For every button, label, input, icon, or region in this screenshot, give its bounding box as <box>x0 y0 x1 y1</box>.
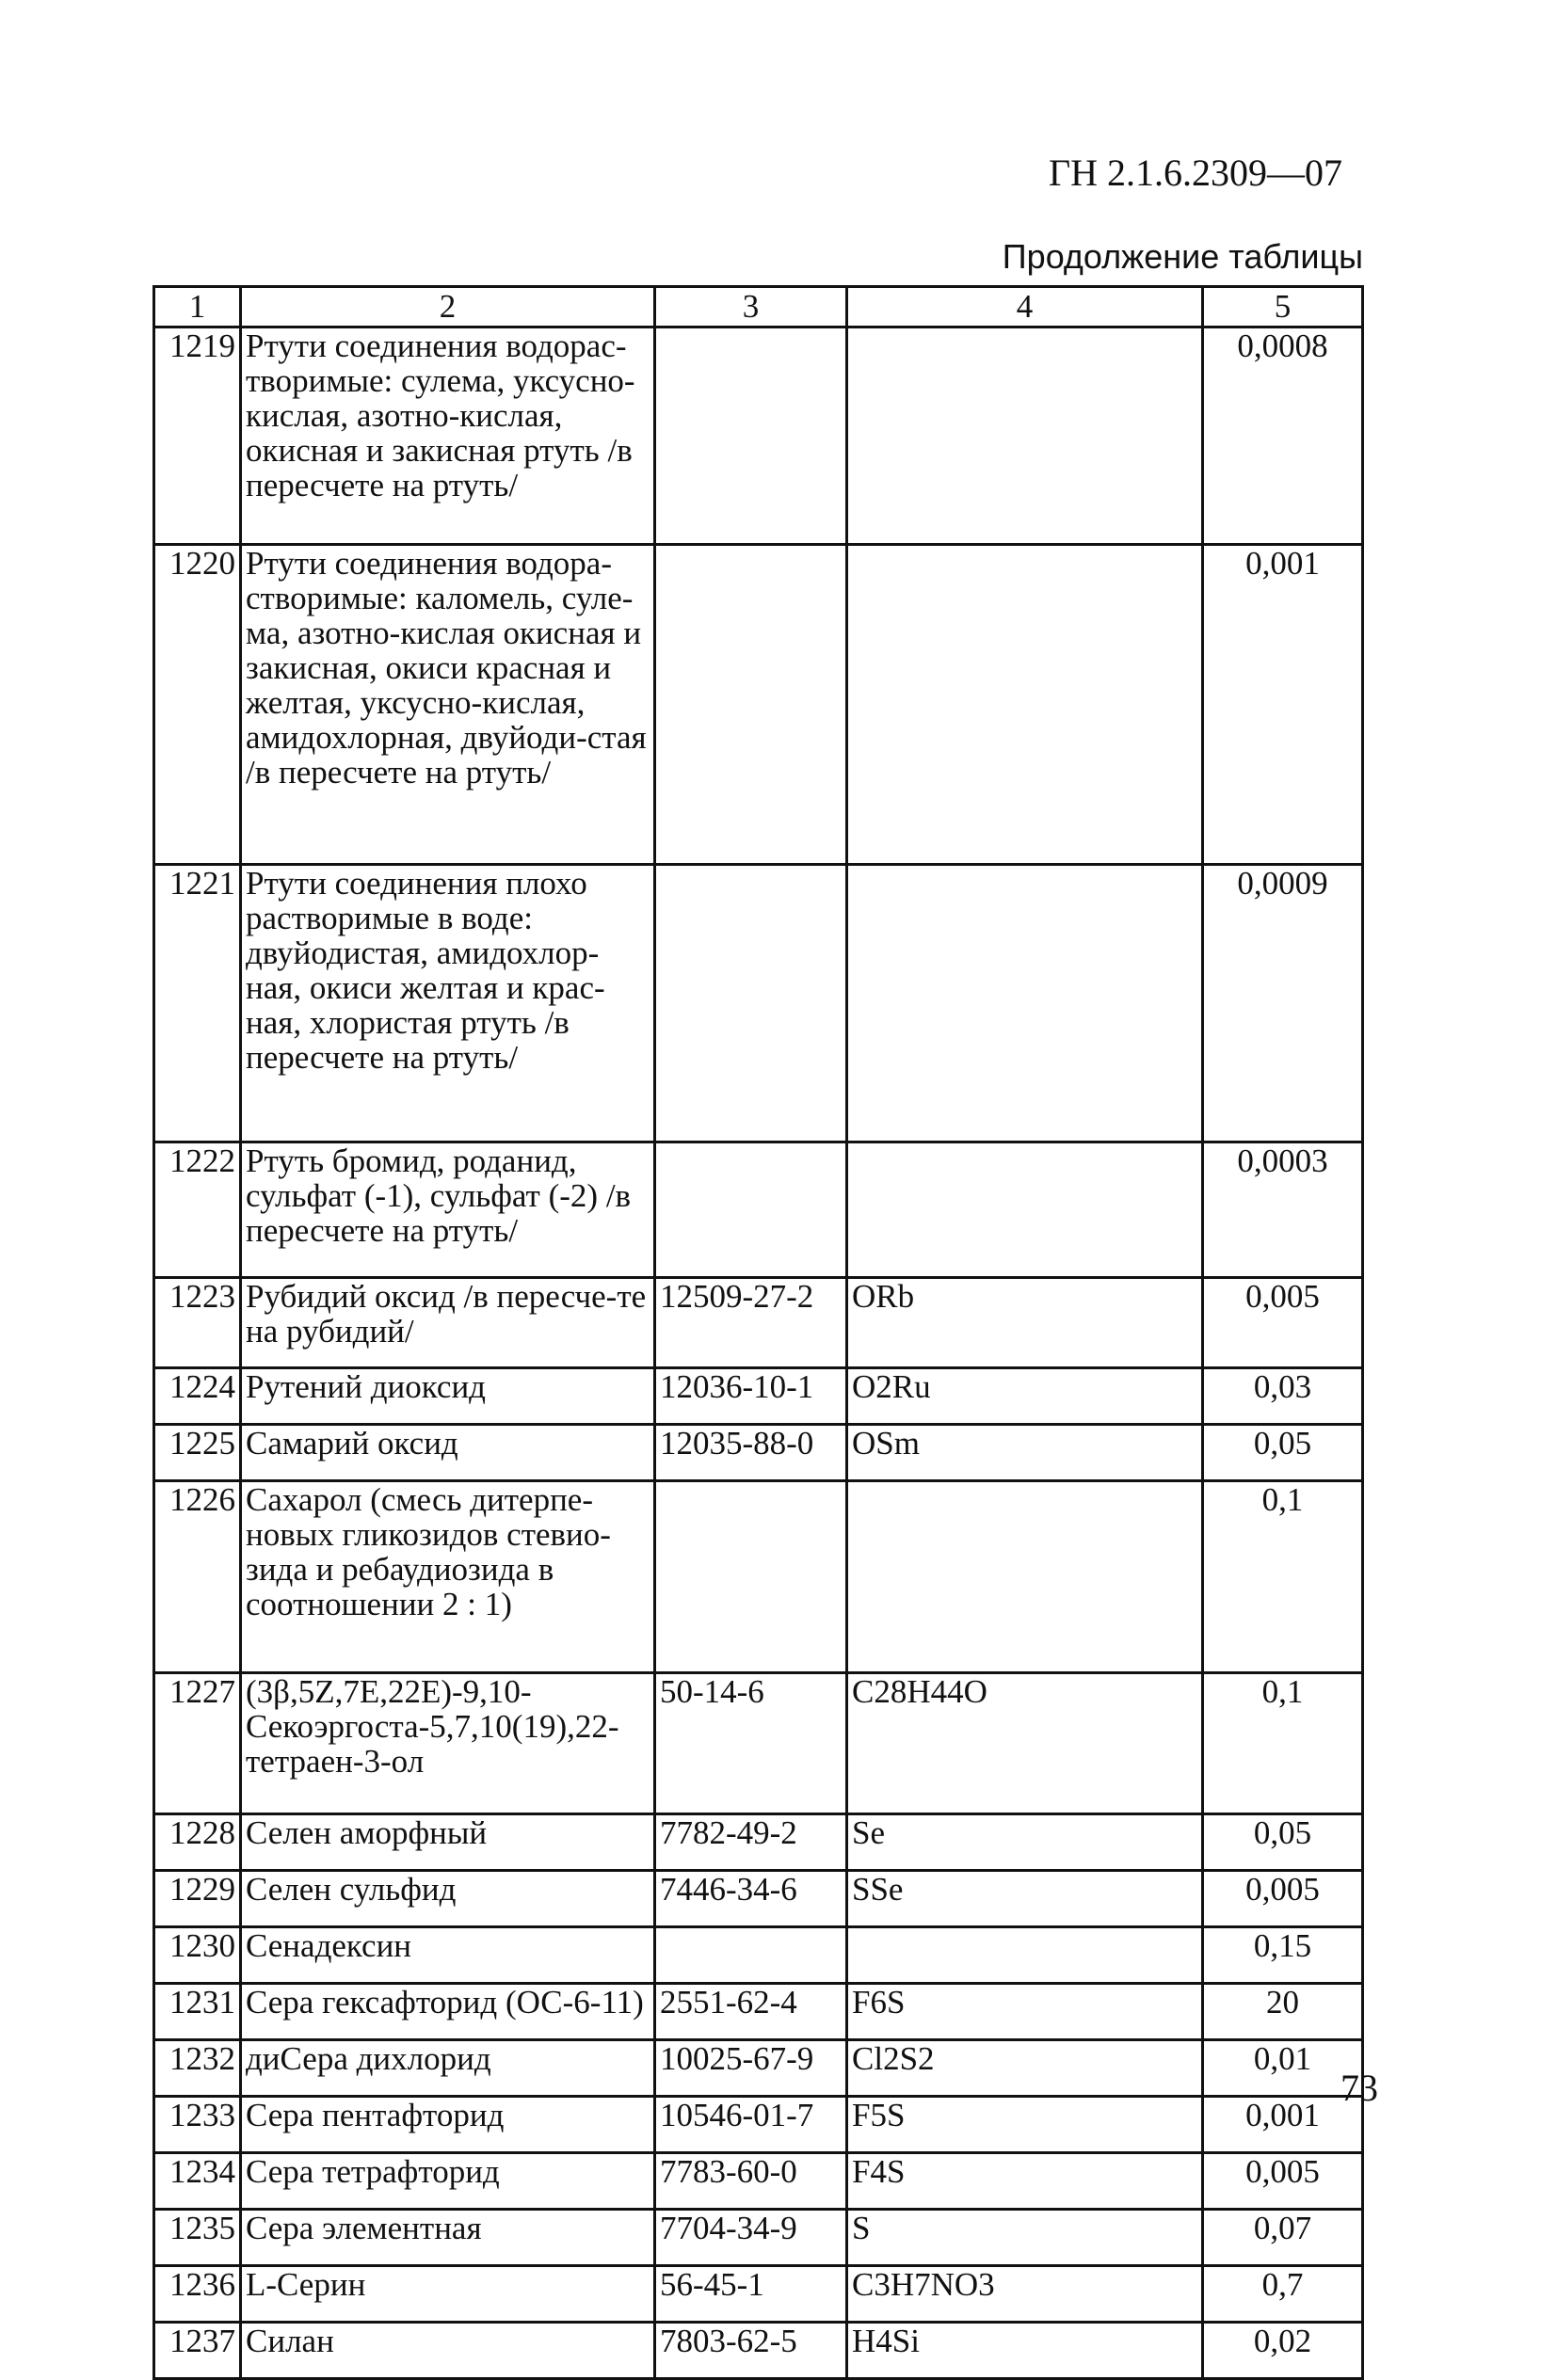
row-number-cell: 1231 <box>154 1984 241 2040</box>
limit-value-cell: 0,07 <box>1203 2210 1363 2266</box>
substance-name-cell: Самарий оксид <box>241 1425 655 1481</box>
cas-number-cell: 10025-67-9 <box>655 2040 847 2097</box>
table-row <box>154 1984 1363 2040</box>
substance-name-cell: Ртути соединения плохо растворимые в воде: двуйодистая, амидохлор-ная, окиси желтая и крас-ная, хлористая ртуть /в пересчете на ртуть/ <box>241 865 655 1142</box>
substances-table <box>152 285 1364 2380</box>
limit-value-cell: 20 <box>1203 1984 1363 2040</box>
row-number-cell: 1224 <box>154 1368 241 1425</box>
limit-value-cell: 0,05 <box>1203 1814 1363 1871</box>
row-number-cell: 1226 <box>154 1481 241 1673</box>
table-row <box>154 1368 1363 1425</box>
limit-value-cell: 0,05 <box>1203 1425 1363 1481</box>
table-row <box>154 1927 1363 1984</box>
substance-name-cell: диСера дихлорид <box>241 2040 655 2097</box>
formula-cell: SSe <box>847 1871 1203 1927</box>
column-header: 5 <box>1203 287 1363 327</box>
table-row <box>154 1278 1363 1368</box>
limit-value-cell: 0,15 <box>1203 1927 1363 1984</box>
cas-number-cell <box>655 1142 847 1278</box>
table-row <box>154 2266 1363 2323</box>
limit-value-cell: 0,005 <box>1203 1871 1363 1927</box>
table-row <box>154 1481 1363 1673</box>
row-number-cell: 1220 <box>154 545 241 865</box>
cas-number-cell <box>655 1481 847 1673</box>
table-row <box>154 545 1363 865</box>
formula-cell: H4Si <box>847 2323 1203 2379</box>
substance-name-cell: Рутений диоксид <box>241 1368 655 1425</box>
row-number-cell: 1223 <box>154 1278 241 1368</box>
limit-value-cell: 0,1 <box>1203 1481 1363 1673</box>
formula-cell: Se <box>847 1814 1203 1871</box>
substance-name-cell: Селен сульфид <box>241 1871 655 1927</box>
row-number-cell: 1235 <box>154 2210 241 2266</box>
page-number: 73 <box>1340 2067 1378 2109</box>
substance-name-cell: Рубидий оксид /в пересче-те на рубидий/ <box>241 1278 655 1368</box>
limit-value-cell: 0,001 <box>1203 545 1363 865</box>
table-row <box>154 1142 1363 1278</box>
cas-number-cell: 50-14-6 <box>655 1673 847 1814</box>
formula-cell: F6S <box>847 1984 1203 2040</box>
row-number-cell: 1229 <box>154 1871 241 1927</box>
table-header-row <box>154 287 1363 327</box>
cas-number-cell: 2551-62-4 <box>655 1984 847 2040</box>
cas-number-cell: 7783-60-0 <box>655 2153 847 2210</box>
formula-cell: S <box>847 2210 1203 2266</box>
table-row <box>154 2323 1363 2379</box>
table-row <box>154 865 1363 1142</box>
formula-cell: ORb <box>847 1278 1203 1368</box>
formula-cell: Cl2S2 <box>847 2040 1203 2097</box>
row-number-cell: 1233 <box>154 2097 241 2153</box>
row-number-cell: 1228 <box>154 1814 241 1871</box>
substance-name-cell: Сенадексин <box>241 1927 655 1984</box>
formula-cell: F5S <box>847 2097 1203 2153</box>
table-row <box>154 1871 1363 1927</box>
row-number-cell: 1237 <box>154 2323 241 2379</box>
column-header: 2 <box>241 287 655 327</box>
limit-value-cell: 0,0009 <box>1203 865 1363 1142</box>
cas-number-cell: 7704-34-9 <box>655 2210 847 2266</box>
substance-name-cell: Ртуть бромид, роданид, сульфат (-1), сульфат (-2) /в пересчете на ртуть/ <box>241 1142 655 1278</box>
substance-name-cell: Ртути соединения водорас-творимые: сулема, уксусно-кислая, азотно-кислая, окисная и закисная ртуть /в пересчете на ртуть/ <box>241 327 655 545</box>
row-number-cell: 1236 <box>154 2266 241 2323</box>
limit-value-cell: 0,1 <box>1203 1673 1363 1814</box>
row-number-cell: 1234 <box>154 2153 241 2210</box>
limit-value-cell: 0,0008 <box>1203 327 1363 545</box>
substance-name-cell: L-Серин <box>241 2266 655 2323</box>
cas-number-cell: 12509-27-2 <box>655 1278 847 1368</box>
substance-name-cell: Сахарол (смесь дитерпе-новых гликозидов стевио-зида и ребаудиозида в соотношении 2 : 1) <box>241 1481 655 1673</box>
limit-value-cell: 0,01 <box>1203 2040 1363 2097</box>
row-number-cell: 1230 <box>154 1927 241 1984</box>
formula-cell <box>847 327 1203 545</box>
table-caption: Продолжение таблицы <box>1002 237 1363 276</box>
row-number-cell: 1222 <box>154 1142 241 1278</box>
substance-name-cell: Сера гексафторид (ОС-6-11) <box>241 1984 655 2040</box>
cas-number-cell <box>655 865 847 1142</box>
limit-value-cell: 0,7 <box>1203 2266 1363 2323</box>
row-number-cell: 1221 <box>154 865 241 1142</box>
row-number-cell: 1232 <box>154 2040 241 2097</box>
formula-cell <box>847 1481 1203 1673</box>
table-row <box>154 1673 1363 1814</box>
cas-number-cell: 7782-49-2 <box>655 1814 847 1871</box>
table-row <box>154 1814 1363 1871</box>
formula-cell <box>847 545 1203 865</box>
limit-value-cell: 0,005 <box>1203 1278 1363 1368</box>
cas-number-cell <box>655 1927 847 1984</box>
row-number-cell: 1219 <box>154 327 241 545</box>
column-header: 1 <box>154 287 241 327</box>
column-header: 4 <box>847 287 1203 327</box>
formula-cell: O2Ru <box>847 1368 1203 1425</box>
substance-name-cell: Сера тетрафторид <box>241 2153 655 2210</box>
table-row <box>154 2153 1363 2210</box>
limit-value-cell: 0,005 <box>1203 2153 1363 2210</box>
cas-number-cell: 7803-62-5 <box>655 2323 847 2379</box>
formula-cell: F4S <box>847 2153 1203 2210</box>
cas-number-cell: 56-45-1 <box>655 2266 847 2323</box>
column-header: 3 <box>655 287 847 327</box>
substance-name-cell: Ртути соединения водора-створимые: каломель, суле-ма, азотно-кислая окисная и закисная, окиси красная и желтая, уксусно-кислая, амидохлорная, двуйоди-стая /в пересчете на ртуть/ <box>241 545 655 865</box>
formula-cell: OSm <box>847 1425 1203 1481</box>
table-row <box>154 327 1363 545</box>
substance-name-cell: (3β,5Z,7E,22E)-9,10-Секоэргоста-5,7,10(19),22-тетраен-3-ол <box>241 1673 655 1814</box>
cas-number-cell: 10546-01-7 <box>655 2097 847 2153</box>
substance-name-cell: Силан <box>241 2323 655 2379</box>
cas-number-cell: 7446-34-6 <box>655 1871 847 1927</box>
limit-value-cell: 0,03 <box>1203 1368 1363 1425</box>
substance-name-cell: Селен аморфный <box>241 1814 655 1871</box>
substance-name-cell: Сера элементная <box>241 2210 655 2266</box>
row-number-cell: 1227 <box>154 1673 241 1814</box>
cas-number-cell <box>655 545 847 865</box>
limit-value-cell: 0,02 <box>1203 2323 1363 2379</box>
document-code: ГН 2.1.6.2309—07 <box>1048 152 1342 194</box>
limit-value-cell: 0,0003 <box>1203 1142 1363 1278</box>
substance-name-cell: Сера пентафторид <box>241 2097 655 2153</box>
formula-cell <box>847 1927 1203 1984</box>
formula-cell <box>847 1142 1203 1278</box>
table-row <box>154 1425 1363 1481</box>
cas-number-cell: 12036-10-1 <box>655 1368 847 1425</box>
table-row <box>154 2097 1363 2153</box>
limit-value-cell: 0,001 <box>1203 2097 1363 2153</box>
cas-number-cell: 12035-88-0 <box>655 1425 847 1481</box>
cas-number-cell <box>655 327 847 545</box>
table-row <box>154 2040 1363 2097</box>
formula-cell: C28H44O <box>847 1673 1203 1814</box>
table-row <box>154 2210 1363 2266</box>
formula-cell: C3H7NO3 <box>847 2266 1203 2323</box>
formula-cell <box>847 865 1203 1142</box>
row-number-cell: 1225 <box>154 1425 241 1481</box>
